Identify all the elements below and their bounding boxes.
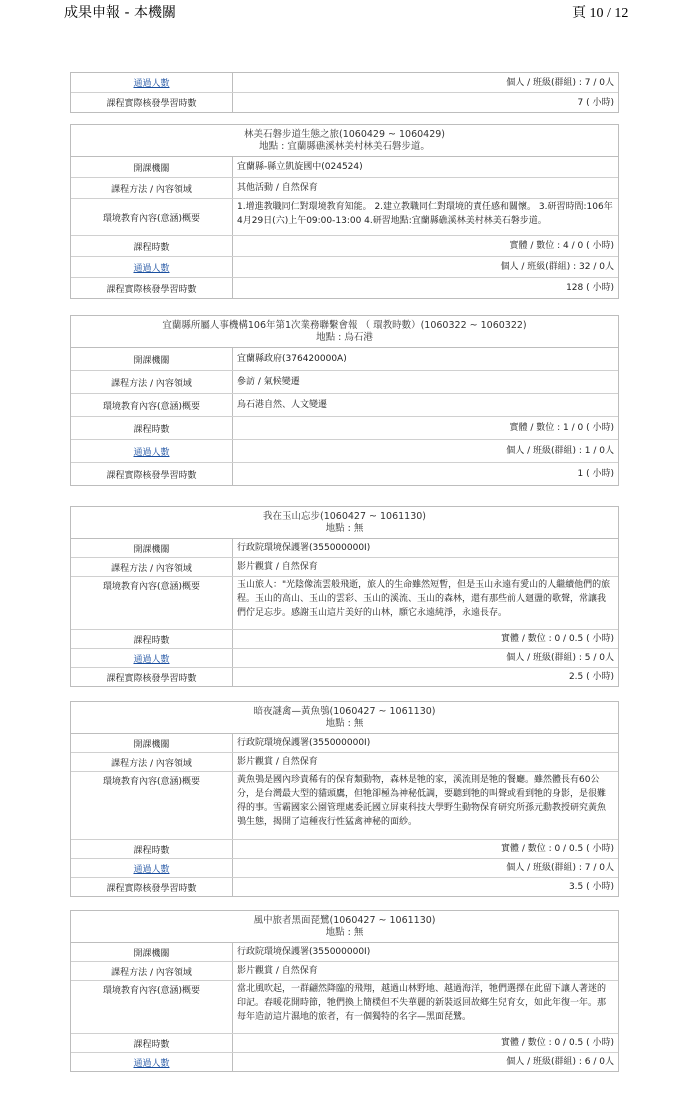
method-label: 課程方法 / 內容領域 — [71, 371, 233, 393]
content-label: 環境教育內容(意涵)概要 — [71, 199, 233, 235]
agency-value: 宜蘭縣-縣立凱旋國中(024524) — [237, 162, 363, 172]
method-row — [71, 753, 618, 772]
method-value: 影片觀賞 / 自然保育 — [237, 562, 318, 572]
method-value: 其他活動 / 自然保育 — [237, 183, 318, 193]
agency-value: 宜蘭縣政府(376420000A) — [237, 354, 347, 364]
course-location: 地點 : 無 — [325, 523, 364, 534]
agency-row — [71, 943, 618, 962]
agency-row — [71, 539, 618, 558]
course-title: 我在玉山忘步(1060427 ~ 1061130) — [262, 511, 427, 522]
course-location: 地點 : 無 — [325, 718, 364, 729]
page-header-title: 成果申報 - 本機關 — [64, 5, 176, 21]
agency-label: 開課機關 — [71, 157, 233, 177]
course-block — [70, 701, 619, 897]
issued-hours-row — [71, 278, 618, 298]
hours-value: 實體 / 數位 : 0 / 0.5 ( 小時) — [500, 1038, 614, 1048]
course-title: 宜蘭縣所屬人事機構106年第1次業務聯繫會報 （ 環教時數）(1060322 ~ 1060322) — [162, 320, 527, 331]
agency-label: 開課機關 — [71, 539, 233, 557]
course-title: 暗夜謎禽—黃魚鴞(1060427 ~ 1061130) — [253, 706, 436, 717]
hours-value: 實體 / 數位 : 0 / 0.5 ( 小時) — [500, 844, 614, 854]
agency-row — [71, 348, 618, 371]
method-row — [71, 962, 618, 981]
course-block — [70, 910, 619, 1072]
content-value: 玉山旅人："光陰像流雲般飛逝，旅人的生命雖然短暫，但是玉山永遠有愛山的人繼續他們的旅程。玉山的高山、玉山的雲彩、玉山的溪流、玉山的森林，還有那些前人廻盪的歌聲，常讓我們佇足忘步。感謝玉山這片美好的山林，願它永遠純淨，永遠長存。 — [237, 580, 611, 618]
content-row — [71, 577, 618, 630]
course-title-cell — [71, 911, 618, 943]
people-link[interactable]: 通過人數 — [71, 1053, 233, 1071]
content-row — [71, 394, 618, 417]
course-title-cell — [71, 702, 618, 734]
people-link[interactable]: 通過人數 — [71, 649, 233, 667]
course-title-cell — [71, 507, 618, 539]
agency-row — [71, 157, 618, 178]
hours-value: 實體 / 數位 : 1 / 0 ( 小時) — [509, 423, 614, 433]
people-link[interactable]: 通過人數 — [71, 859, 233, 877]
content-label: 環境教育內容(意涵)概要 — [71, 577, 233, 629]
course-title-cell — [71, 125, 618, 157]
issued-hours-row — [71, 463, 618, 485]
content-value: 黃魚鴞是國內珍貴稀有的保育類動物，森林是牠的家，溪流則是牠的餐廳。雖然體長有60公分，是台灣最大型的貓頭鷹，但牠卻極為神秘低調，要聽到牠的叫聲或看到牠的身影，是很難得的事。雪霸國家公園管理處委託國立屏東科技大學野生動物保育研究所孫元勳教授研究黃魚鴞生態，揭開了這種夜行性猛禽神秘的面紗。 — [237, 775, 607, 827]
people-row — [71, 257, 618, 278]
method-label: 課程方法 / 內容領域 — [71, 178, 233, 198]
course-block — [70, 124, 619, 299]
course-title: 風中旅者黑面琵鷺(1060427 ~ 1061130) — [253, 915, 436, 926]
hours-row — [71, 1034, 618, 1053]
agency-row — [71, 734, 618, 753]
hours-value: 實體 / 數位 : 0 / 0.5 ( 小時) — [500, 634, 614, 644]
people-value: 個人 / 班級(群組) : 7 / 0人 — [506, 863, 614, 873]
issued-hours-value: 3.5 ( 小時) — [568, 882, 614, 892]
issued-hours-value: 2.5 ( 小時) — [568, 672, 614, 682]
course-title-cell — [71, 316, 618, 348]
issued-hours-row — [71, 668, 618, 686]
issued-hours-label: 課程實際核發學習時數 — [71, 93, 233, 112]
method-row — [71, 178, 618, 199]
content-row — [71, 199, 618, 236]
content-label: 環境教育內容(意涵)概要 — [71, 394, 233, 416]
hours-row — [71, 630, 618, 649]
people-row — [71, 440, 618, 463]
people-link[interactable]: 通過人數 — [71, 440, 233, 462]
hours-label: 課程時數 — [71, 630, 233, 648]
agency-value: 行政院環境保護署(355000000I) — [237, 947, 371, 957]
hours-label: 課程時數 — [71, 840, 233, 858]
content-label: 環境教育內容(意涵)概要 — [71, 772, 233, 839]
course-title: 林美石磐步道生態之旅(1060429 ~ 1060429) — [243, 129, 446, 140]
people-row — [71, 859, 618, 878]
content-row — [71, 772, 618, 840]
people-link[interactable]: 通過人數 — [71, 73, 233, 92]
people-row — [71, 649, 618, 668]
content-row — [71, 981, 618, 1034]
course-location: 地點 : 宜蘭縣礁溪林美村林美石磐步道。 — [259, 141, 430, 152]
people-row — [71, 73, 618, 93]
people-link[interactable]: 通過人數 — [71, 257, 233, 277]
agency-value: 行政院環境保護署(355000000I) — [237, 738, 371, 748]
hours-label: 課程時數 — [71, 236, 233, 256]
hours-value: 實體 / 數位 : 4 / 0 ( 小時) — [509, 241, 614, 251]
method-row — [71, 371, 618, 394]
hours-row — [71, 417, 618, 440]
hours-label: 課程時數 — [71, 1034, 233, 1052]
issued-hours-value: 7 ( 小時) — [577, 97, 614, 108]
issued-hours-label: 課程實際核發學習時數 — [71, 463, 233, 485]
method-value: 影片觀賞 / 自然保育 — [237, 966, 318, 976]
issued-hours-label: 課程實際核發學習時數 — [71, 668, 233, 686]
course-block-fragment — [70, 72, 619, 113]
agency-value: 行政院環境保護署(355000000I) — [237, 543, 371, 553]
people-value: 個人 / 班級(群組) : 7 / 0人 — [506, 77, 614, 88]
issued-hours-row — [71, 878, 618, 896]
page-number: 頁 10 / 12 — [572, 6, 629, 21]
method-row — [71, 558, 618, 577]
issued-hours-value: 128 ( 小時) — [566, 283, 614, 293]
method-label: 課程方法 / 內容領域 — [71, 962, 233, 980]
content-label: 環境教育內容(意涵)概要 — [71, 981, 233, 1033]
course-block — [70, 315, 619, 486]
agency-label: 開課機關 — [71, 348, 233, 370]
content-value: 1.增進教職同仁對環境教育知能。 2.建立教職同仁對環境的責任感和關懷。 3.研習時間:106年4月29日(六)上午09:00-13:00 4.研習地點:宜蘭縣礁溪林美村林美石磐步道。 — [237, 202, 613, 226]
hours-label: 課程時數 — [71, 417, 233, 439]
method-value: 影片觀賞 / 自然保育 — [237, 757, 318, 767]
course-location: 地點 : 無 — [325, 927, 364, 938]
method-label: 課程方法 / 內容領域 — [71, 558, 233, 576]
method-value: 參訪 / 氣候變遷 — [237, 377, 300, 387]
course-block — [70, 506, 619, 687]
content-value: 當北風吹起，一群翩然降臨的飛翔，越過山林野地、越過海洋，牠們選擇在此留下讓人著迷的印記。春暖花開時節，牠們換上簡樸但不失華麗的新裝返回故鄉生兒育女，如此年復一年。那每年造訪這片濕地的旅者，有一個獨特的名字—黑面琵鷺。 — [237, 984, 607, 1022]
people-value: 個人 / 班級(群組) : 5 / 0人 — [506, 653, 614, 663]
hours-row — [71, 840, 618, 859]
issued-hours-row — [71, 93, 618, 112]
method-label: 課程方法 / 內容領域 — [71, 753, 233, 771]
people-value: 個人 / 班級(群組) : 1 / 0人 — [506, 446, 614, 456]
people-value: 個人 / 班級(群組) : 6 / 0人 — [506, 1057, 614, 1067]
agency-label: 開課機關 — [71, 734, 233, 752]
content-value: 烏石港自然、人文變遷 — [237, 400, 328, 410]
hours-row — [71, 236, 618, 257]
issued-hours-value: 1 ( 小時) — [577, 469, 614, 479]
issued-hours-label: 課程實際核發學習時數 — [71, 878, 233, 896]
people-row — [71, 1053, 618, 1071]
course-location: 地點 : 烏石港 — [316, 332, 373, 343]
issued-hours-label: 課程實際核發學習時數 — [71, 278, 233, 298]
agency-label: 開課機關 — [71, 943, 233, 961]
people-value: 個人 / 班級(群組) : 32 / 0人 — [500, 262, 614, 272]
